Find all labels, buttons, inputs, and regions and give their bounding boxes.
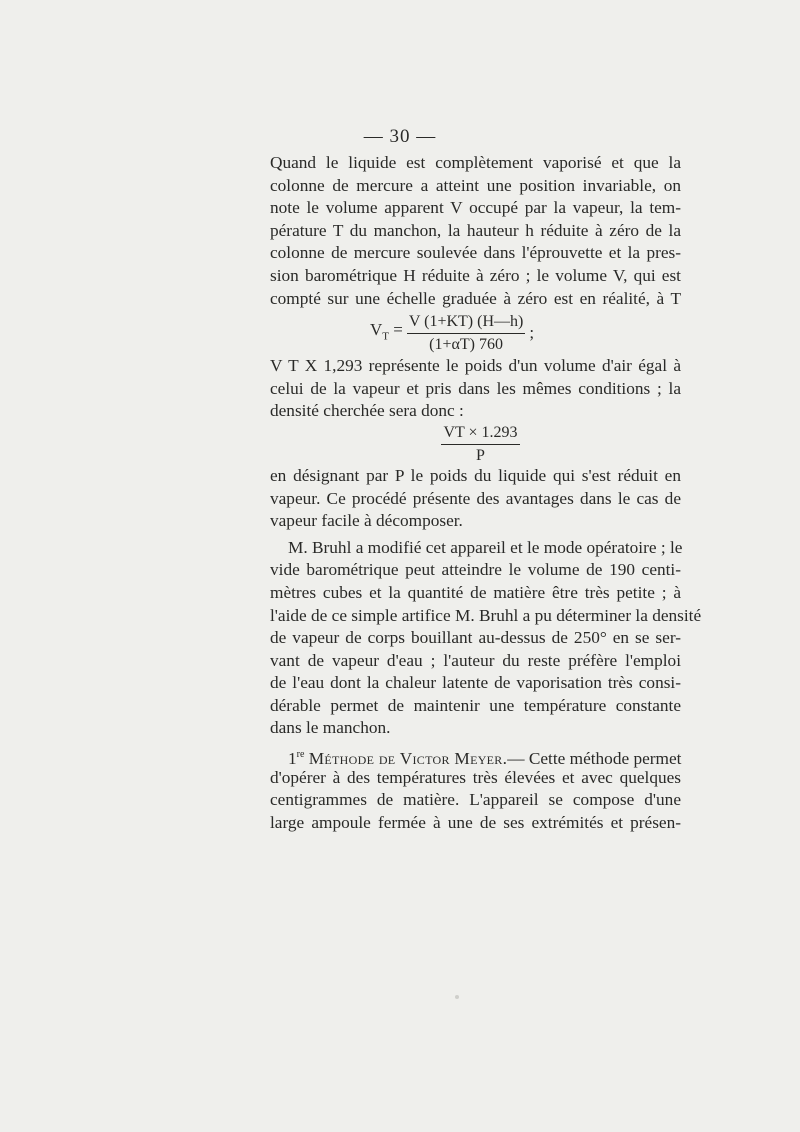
text-line: densité cherchée sera donc : [270,401,464,421]
text-line: pérature T du manchon, la hauteur h réduite à zéro de la [270,220,681,240]
text-line: large ampoule fermée à une de ses extrémités et présen- [270,812,681,832]
text-line: sion barométrique H réduite à zéro ; le volume V, qui est [270,265,681,285]
text-line: en désignant par P le poids du liquide qui s'est réduit en [270,465,681,485]
paragraph-4 [270,537,702,740]
text-line: colonne de mercure a atteint une position invariable, on [270,175,681,195]
formula-denominator: (1+αT) 760 [429,335,504,353]
text-line: celui de la vapeur et pris dans les mêmes conditions ; la [270,378,681,398]
text-line: Quand le liquide est complètement vaporisé et que la [270,153,681,172]
text-line: de vapeur de corps bouillant au-dessus de 250° en se ser- [270,628,681,648]
text-line: vant de vapeur d'eau ; l'auteur du reste préfère l'emploi [270,650,681,670]
text-line: d'opérer à des températures très élevées et avec quelques [270,767,681,787]
formula-density [270,423,681,465]
formula-lhs: $V_T$ = [370,319,403,343]
page-number: — 30 — [363,126,437,147]
text-line: l'aide de ce simple artifice M. Bruhl a pu déterminer la densité [270,605,702,625]
formula-numerator: VT × 1.293 [441,423,519,445]
formula-numerator: V (1+KT) (H—h) [407,312,525,334]
heading-superscript: re [296,749,305,761]
formula-fraction [441,423,519,465]
section-heading-line [270,744,681,767]
paragraph-1 [270,152,681,310]
formula-denominator: P [476,446,485,464]
text-line: de l'eau dont la chaleur latente de vaporisation très consi- [270,673,681,693]
text-line: dérable permet de maintenir une température constante [270,695,681,715]
text-line: dans le manchon. [270,718,391,738]
text-line: colonne de mercure soulevée dans l'éprouvette et la pres- [270,243,681,263]
paragraph-2 [270,355,681,423]
text-line: vide barométrique peut atteindre le volume de 190 centi- [270,560,681,580]
text-line: M. Bruhl a modifié cet appareil et le mode opératoire ; le [288,537,683,557]
text-line: vapeur facile à décomposer. [270,511,463,531]
text-line: centigrammes de matière. L'appareil se compose d'une [270,790,681,810]
paragraph-3 [270,465,681,533]
formula-volume [270,311,681,355]
text-line: V T X 1,293 représente le poids d'un volume d'air égal à [270,356,681,376]
text-line: compté sur une échelle graduée à zéro est en réalité, à T [270,288,681,308]
formula-trailing: ; [529,322,535,342]
text-line: note le volume apparent V occupé par la vapeur, la tem- [270,198,681,218]
heading-number: 1 [288,748,297,768]
formula-fraction [407,312,525,355]
paragraph-5 [270,744,681,834]
text-line: mètres cubes et la quantité de matière être très petite ; à [270,582,681,602]
text-line: vapeur. Ce procédé présente des avantages dans le cas de [270,488,681,508]
heading-line-rest: — Cette méthode permet [507,748,682,768]
section-heading: Méthode de Victor Meyer. [308,748,508,768]
body-text [270,152,702,834]
paper-speck [455,995,459,999]
